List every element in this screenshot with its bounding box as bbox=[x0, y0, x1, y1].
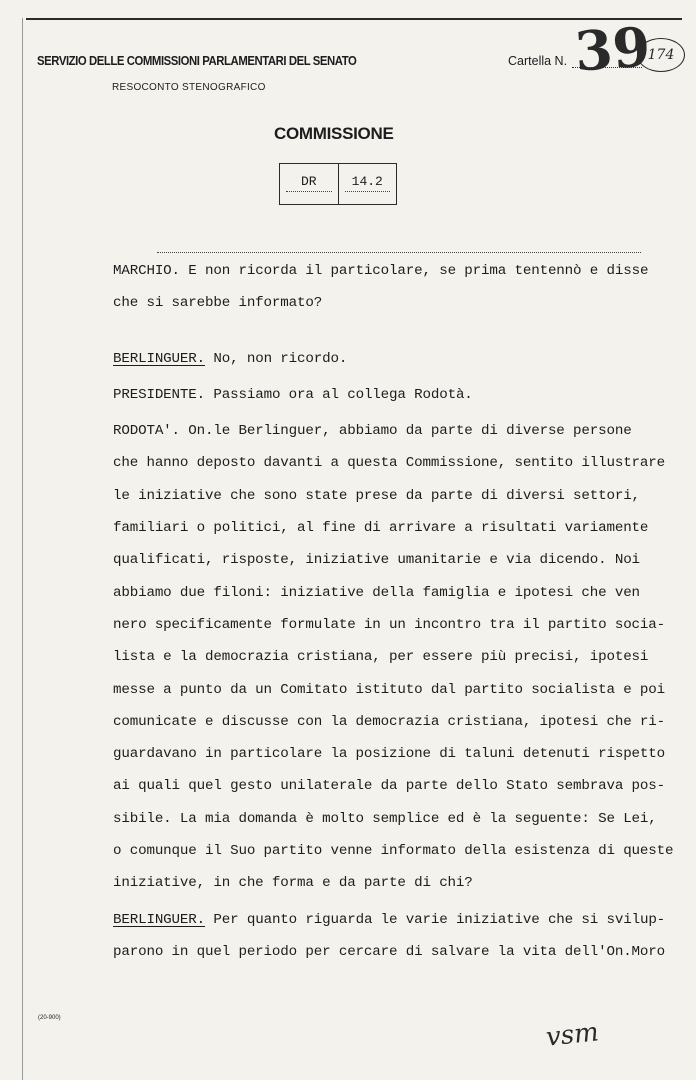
speech-line: BERLINGUER. Per quanto riguarda le varie iniziative che si svilup- bbox=[113, 911, 666, 928]
transcript-body bbox=[113, 255, 673, 968]
commission-title: COMMISSIONE bbox=[274, 124, 394, 143]
speaker-name: MARCHIO. bbox=[113, 263, 180, 279]
speaker-name: BERLINGUER. bbox=[113, 350, 206, 367]
speech-rodota bbox=[113, 415, 673, 899]
speaker-name: PRESIDENTE. bbox=[113, 386, 206, 403]
folder-circled-number: 174 bbox=[637, 38, 685, 72]
folder-number-handwritten: 39 bbox=[572, 14, 653, 84]
speech-line: che si sarebbe informato? bbox=[113, 295, 323, 312]
speech-presidente bbox=[113, 379, 673, 411]
speech-line: abbiamo due filoni: iniziative della famiglia e ipotesi che ven bbox=[113, 584, 640, 601]
folder-label: Cartella N. bbox=[508, 54, 568, 68]
speech-line: o comunque il Suo partito venne informato della esistenza di queste bbox=[113, 843, 674, 860]
speech-line: lista e la democrazia cristiana, per essere più precisi, ipotesi bbox=[113, 649, 649, 666]
speech-marchio bbox=[113, 255, 673, 320]
speech-line: le iniziative che sono state prese da parte di diversi settori, bbox=[113, 487, 640, 504]
speech-berlinguer-2 bbox=[113, 904, 673, 969]
speech-line: MARCHIO. E non ricorda il particolare, se prima tentennò e disse bbox=[113, 263, 649, 279]
handwritten-initials: vsm bbox=[544, 1017, 601, 1053]
speaker-name: RODOTA'. bbox=[113, 423, 180, 440]
speech-line: RODOTA'. On.le Berlinguer, abbiamo da parte di diverse persone bbox=[113, 423, 632, 440]
speech-line: ai quali quel gesto unilaterale da parte dello Stato sembrava pos- bbox=[113, 778, 666, 795]
print-code: (20-900) bbox=[38, 1015, 61, 1021]
document-code-box bbox=[279, 163, 397, 205]
speaker-name: BERLINGUER. bbox=[113, 911, 206, 928]
speech-line: familiari o politici, al fine di arrivare a risultati variamente bbox=[113, 520, 649, 537]
code-page: 14.2 bbox=[338, 164, 397, 204]
speech-line: comunicate e discusse con la democrazia cristiana, ipotesi che ri- bbox=[113, 713, 666, 730]
speech-line: nero specificamente formulate in un incontro tra il partito socia- bbox=[113, 616, 666, 633]
page-edge bbox=[22, 18, 23, 1080]
dotted-separator bbox=[157, 252, 641, 253]
speech-line: sibile. La mia domanda è molto semplice ed è la seguente: Se Lei, bbox=[113, 810, 657, 827]
code-series: DR bbox=[280, 164, 338, 204]
speech-line: iniziative, in che forma e da parte di chi? bbox=[113, 875, 473, 892]
speech-line: guardavano in particolare la posizione di taluni detenuti rispetto bbox=[113, 746, 666, 763]
speech-line: BERLINGUER. No, non ricordo. bbox=[113, 350, 348, 367]
speech-line: parono in quel periodo per cercare di salvare la vita dell'On.Moro bbox=[113, 943, 666, 960]
speech-berlinguer bbox=[113, 343, 673, 375]
speech-line: qualificati, risposte, iniziative umanitarie e via dicendo. Noi bbox=[113, 552, 640, 569]
service-heading: SERVIZIO DELLE COMMISSIONI PARLAMENTARI DEL SENATO bbox=[37, 53, 357, 68]
speech-line: messe a punto da un Comitato istituto dal partito socialista e poi bbox=[113, 681, 666, 698]
speech-line: PRESIDENTE. Passiamo ora al collega Rodotà. bbox=[113, 386, 473, 403]
report-subtitle: RESOCONTO STENOGRAFICO bbox=[112, 82, 266, 93]
speech-line: che hanno deposto davanti a questa Commissione, sentito illustrare bbox=[113, 455, 666, 472]
